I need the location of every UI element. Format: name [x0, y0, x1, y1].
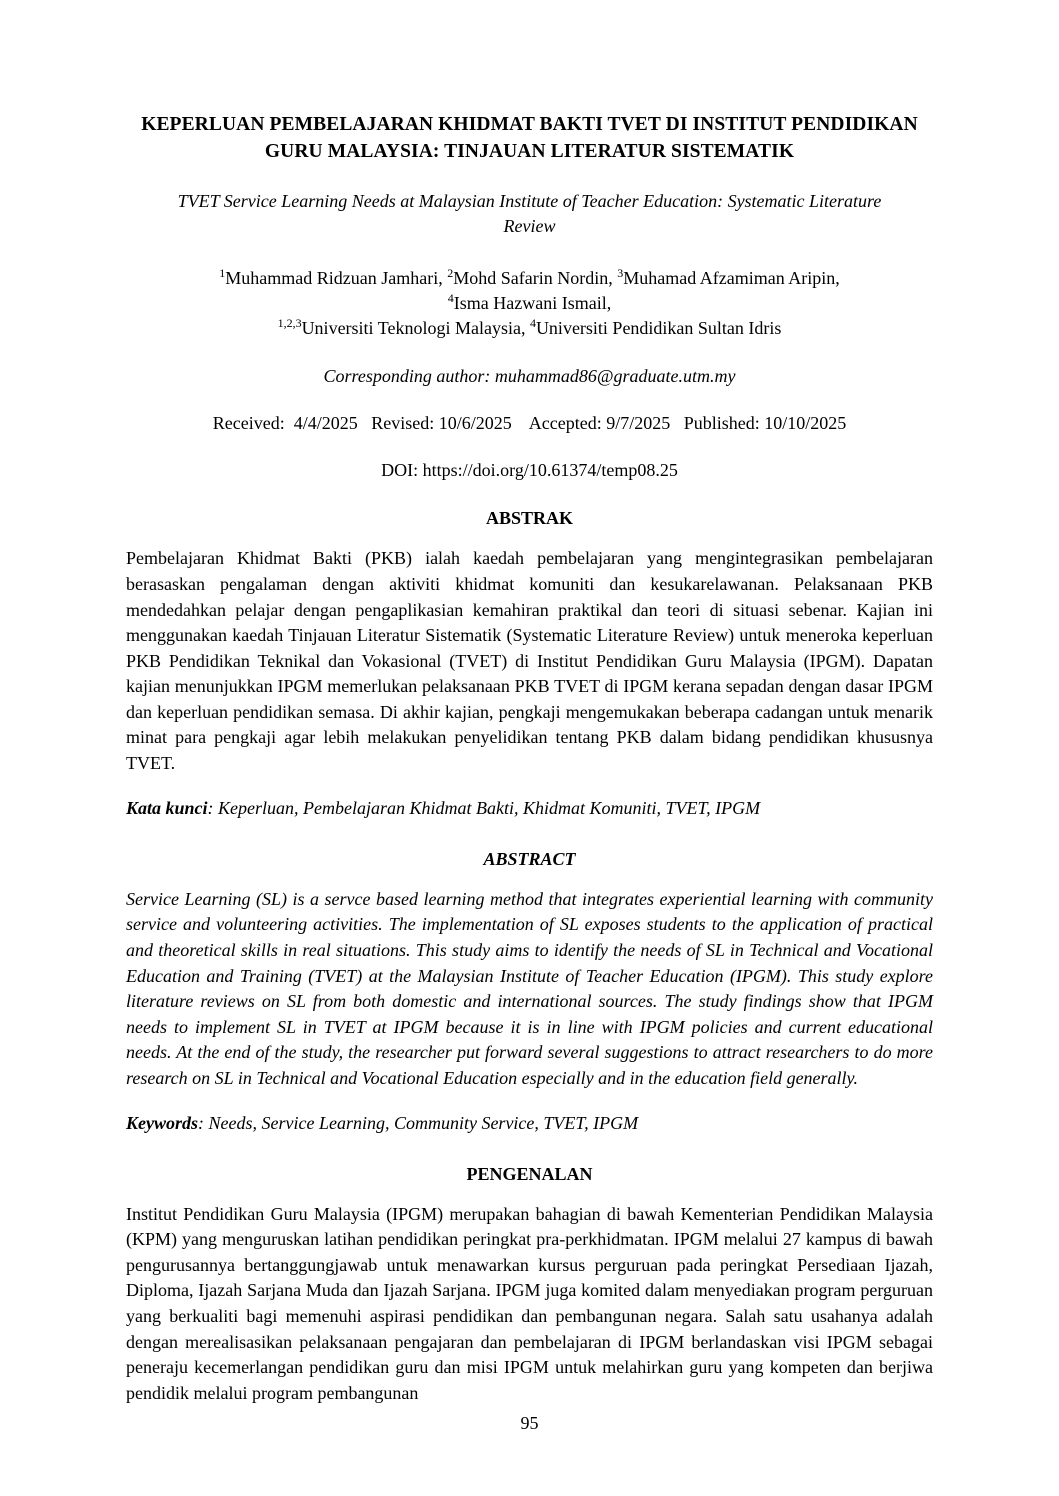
- author-sup-3: 3: [617, 265, 624, 280]
- author-name-2: Mohd Safarin Nordin,: [453, 267, 618, 288]
- abstrak-keywords: [126, 796, 933, 822]
- abstract-text: Service Learning (SL) is a servce based learning method that integrates experiential learning with community service and volunteering activities. The implementation of SL exposes students to the application of practical and theoretical skills in real situations. This study aims to identify the needs of SL in Technical and Vocational Education and Training (TVET) at the Malaysian Institute of Teacher Education (IPGM). This study explore literature reviews on SL from both domestic and international sources. The study findings show that IPGM needs to implement SL in TVET at IPGM because it is in line with IPGM policies and current educational needs. At the end of the study, the researcher put forward several suggestions to attract researchers to do more research on SL in Technical and Vocational Education especially and in the education field generally.: [126, 888, 933, 1088]
- author-name-4: Isma Hazwani Ismail,: [453, 292, 612, 313]
- abstract-keywords-label: Keywords: [126, 1113, 198, 1134]
- page-number: 95: [520, 1413, 539, 1433]
- affiliation-1: Universiti Teknologi Malaysia,: [301, 317, 530, 338]
- abstrak-keywords-label: Kata kunci: [126, 798, 208, 819]
- abstract-block: [126, 887, 933, 1137]
- abstrak-block: [126, 546, 933, 821]
- author-name-3: Muhamad Afzamiman Aripin,: [623, 267, 840, 288]
- abstract-keywords-text: : Needs, Service Learning, Community Service, TVET, IPGM: [198, 1113, 639, 1134]
- author-line-1: [136, 266, 923, 291]
- affiliation-2: Universiti Pendidikan Sultan Idris: [535, 317, 782, 338]
- abstrak-text: Pembelajaran Khidmat Bakti (PKB) ialah kaedah pembelajaran yang mengintegrasikan pembelajaran berasaskan pengalaman dengan aktiviti khidmat komuniti dan kesukarelawanan. Pelaksanaan PKB mendedahkan pelajar dengan pengaplikasian kemahiran praktikal dan teori di situasi sebenar. Kajian ini menggunakan kaedah Tinjauan Literatur Sistematik (Systematic Literature Review) untuk meneroka keperluan PKB Pendidikan Teknikal dan Vokasional (TVET) di Institut Pendidikan Guru Malaysia (IPGM). Dapatan kajian menunjukkan IPGM memerlukan pelaksanaan PKB TVET di IPGM kerana sepadan dengan dasar IPGM dan keperluan pendidikan semasa. Di akhir kajian, pengkaji mengemukakan beberapa cadangan untuk menarik minat para pengkaji agar lebih melakukan penyelidikan tentang PKB dalam bidang pendidikan khususnya TVET.: [126, 548, 933, 773]
- author-sup-4: 4: [447, 290, 454, 305]
- page-title: KEPERLUAN PEMBELAJARAN KHIDMAT BAKTI TVET DI INSTITUT PENDIDIKAN GURU MALAYSIA: TINJAUAN LITERATUR SISTEMATIK: [141, 114, 918, 162]
- abstrak-keywords-text: : Keperluan, Pembelajaran Khidmat Bakti, Khidmat Komuniti, TVET, IPGM: [207, 798, 761, 819]
- affiliation-line: [136, 316, 923, 341]
- abstract-heading: ABSTRACT: [483, 848, 576, 869]
- introduction-paragraph: Institut Pendidikan Guru Malaysia (IPGM) merupakan bahagian di bawah Kementerian Pendidikan Malaysia (KPM) yang menguruskan latihan pendidikan peringkat pra-perkhidmatan. IPGM melalui 27 kampus di bawah pengurusannya bertanggungjawab untuk menawarkan kursus perguruan pada peringkat Persediaan Ijazah, Diploma, Ijazah Sarjana Muda dan Ijazah Sarjana. IPGM juga komited dalam menyediakan program perguruan yang berkualiti bagi memenuhi aspirasi pendidikan dan pembangunan negara. Salah satu usahanya adalah dengan merealisasikan pelaksanaan pengajaran dan pembelajaran di IPGM berlandaskan visi IPGM sebagai peneraju kecemerlangan pendidikan guru dan misi IPGM untuk melahirkan guru yang kompeten dan berjiwa pendidik melalui program pembangunan: [126, 1203, 933, 1403]
- paper-subtitle: TVET Service Learning Needs at Malaysian Institute of Teacher Education: Systematic Literature Review: [177, 191, 882, 236]
- publication-dates: Received: 4/4/2025 Revised: 10/6/2025 Accepted: 9/7/2025 Published: 10/10/2025: [212, 413, 847, 434]
- affiliation-sup-2: 4: [529, 315, 536, 330]
- doi-line[interactable]: DOI: https://doi.org/10.61374/temp08.25: [381, 460, 678, 481]
- author-sup-2: 2: [447, 265, 454, 280]
- corresponding-author: Corresponding author: muhammad86@graduate.utm.my: [323, 366, 736, 387]
- affiliation-sup-1: 1,2,3: [277, 315, 302, 330]
- abstrak-heading: ABSTRAK: [485, 508, 574, 529]
- author-name-1: Muhammad Ridzuan Jamhari,: [225, 267, 448, 288]
- abstract-keywords: [126, 1111, 933, 1137]
- author-list: [136, 266, 923, 340]
- author-line-2: [136, 291, 923, 316]
- author-sup-1: 1: [219, 265, 226, 280]
- introduction-heading: PENGENALAN: [466, 1163, 593, 1184]
